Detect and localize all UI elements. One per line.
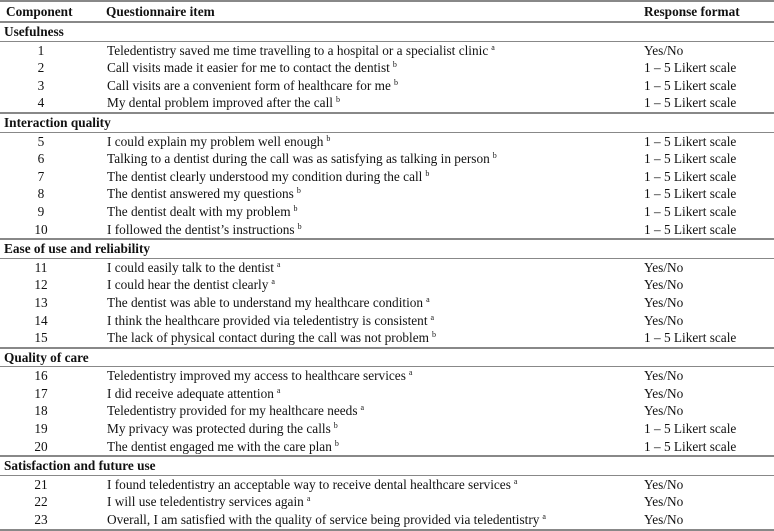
- response-format: 1 – 5 Likert scale: [644, 60, 737, 76]
- item-number: 20: [34, 438, 48, 454]
- table-row: [0, 294, 774, 312]
- item-label: Teledentistry saved me time travelling to a hospital or a specialist clinic: [107, 42, 489, 58]
- item-text: [106, 312, 644, 330]
- footnote-marker: b: [297, 221, 302, 231]
- footnote-marker: a: [276, 259, 281, 269]
- item-text: [106, 402, 644, 420]
- response-format: Yes/No: [644, 368, 684, 384]
- footnote-marker: b: [333, 421, 338, 431]
- header-item: Questionnaire item: [106, 1, 644, 22]
- item-text: [106, 385, 644, 403]
- footnote-marker: a: [276, 385, 281, 395]
- table-row: [0, 59, 774, 77]
- section-row: [0, 239, 774, 258]
- item-number: 9: [37, 203, 45, 219]
- response-format: 1 – 5 Likert scale: [644, 421, 737, 437]
- item-text: [106, 420, 644, 438]
- table-row: [0, 329, 774, 348]
- item-label: The dentist clearly understood my condition during the call: [107, 168, 423, 184]
- item-label: I could hear the dentist clearly: [107, 277, 269, 293]
- response-format: Yes/No: [644, 403, 684, 419]
- item-label: My privacy was protected during the calls: [107, 421, 331, 437]
- table-row: [0, 258, 774, 276]
- response-format: 1 – 5 Likert scale: [644, 151, 737, 167]
- footnote-marker: a: [408, 368, 413, 378]
- item-number: 16: [34, 368, 48, 384]
- response-format: Yes/No: [644, 312, 684, 328]
- footnote-marker: b: [296, 186, 301, 196]
- response-format: 1 – 5 Likert scale: [644, 186, 737, 202]
- response-format: 1 – 5 Likert scale: [644, 203, 737, 219]
- response-format: 1 – 5 Likert scale: [644, 221, 737, 237]
- footnote-marker: a: [360, 403, 365, 413]
- item-number: 8: [37, 186, 45, 202]
- section-title: Usefulness: [0, 22, 774, 41]
- item-text: [106, 77, 644, 95]
- table-row: [0, 511, 774, 530]
- table-row: [0, 41, 774, 59]
- table-row: [0, 203, 774, 221]
- footnote-marker: b: [326, 133, 331, 143]
- footnote-marker: a: [306, 494, 311, 504]
- item-label: Teledentistry improved my access to healthcare services: [107, 368, 406, 384]
- item-label: Talking to a dentist during the call was as satisfying as talking in person: [107, 151, 490, 167]
- section-title: Ease of use and reliability: [0, 239, 774, 258]
- table-row: [0, 185, 774, 203]
- item-label: Call visits made it easier for me to contact the dentist: [107, 60, 390, 76]
- item-text: [106, 41, 644, 59]
- response-format: Yes/No: [644, 385, 684, 401]
- table-row: [0, 312, 774, 330]
- table-body: [0, 22, 774, 530]
- table-row: [0, 94, 774, 113]
- table-row: [0, 420, 774, 438]
- item-text: [106, 294, 644, 312]
- footnote-marker: a: [542, 512, 546, 522]
- item-number: 12: [34, 277, 48, 293]
- response-format: Yes/No: [644, 494, 684, 510]
- table-row: [0, 221, 774, 240]
- table-row: [0, 385, 774, 403]
- response-format: Yes/No: [644, 294, 684, 310]
- item-label: The dentist engaged me with the care plan: [107, 438, 332, 454]
- section-row: [0, 22, 774, 41]
- footnote-marker: b: [335, 95, 340, 105]
- item-number: 5: [37, 133, 45, 149]
- footnote-marker: b: [425, 168, 430, 178]
- footnote-marker: b: [492, 151, 497, 161]
- response-format: Yes/No: [644, 511, 774, 530]
- response-format: Yes/No: [644, 476, 684, 492]
- item-number: 4: [37, 95, 45, 111]
- item-text: [106, 185, 644, 203]
- item-label: Call visits are a convenient form of healthcare for me: [107, 77, 391, 93]
- item-label: I could easily talk to the dentist: [107, 259, 274, 275]
- item-number: 22: [34, 494, 48, 510]
- item-label: The dentist answered my questions: [107, 186, 294, 202]
- item-number: 15: [34, 330, 48, 346]
- item-label: Teledentistry provided for my healthcare needs: [107, 403, 358, 419]
- response-format: 1 – 5 Likert scale: [644, 95, 737, 111]
- item-label: The lack of physical contact during the call was not problem: [107, 330, 429, 346]
- response-format: 1 – 5 Likert scale: [644, 77, 737, 93]
- item-text: [106, 511, 644, 530]
- item-label: The dentist dealt with my problem: [107, 203, 291, 219]
- item-number: 7: [37, 168, 45, 184]
- response-format: 1 – 5 Likert scale: [644, 438, 737, 454]
- table-row: [0, 402, 774, 420]
- item-text: [106, 132, 644, 150]
- item-text: [106, 276, 644, 294]
- response-format: Yes/No: [644, 42, 684, 58]
- header-row: [0, 1, 774, 22]
- response-format: 1 – 5 Likert scale: [644, 133, 737, 149]
- item-label: I followed the dentist’s instructions: [107, 221, 295, 237]
- footnote-marker: a: [491, 42, 495, 52]
- item-number: 18: [34, 403, 48, 419]
- footnote-marker: a: [430, 312, 435, 322]
- item-text: [106, 221, 644, 240]
- section-title: Interaction quality: [0, 113, 774, 132]
- section-row: [0, 348, 774, 367]
- footnote-marker: b: [293, 203, 298, 213]
- item-text: [106, 203, 644, 221]
- header-format: Response format: [644, 1, 774, 22]
- item-number: 3: [37, 77, 45, 93]
- item-number: 19: [34, 421, 48, 437]
- footnote-marker: a: [426, 294, 430, 304]
- item-label: I found teledentistry an acceptable way to receive dental healthcare services: [107, 476, 511, 492]
- section-title: Quality of care: [0, 348, 774, 367]
- item-text: [106, 94, 644, 113]
- item-text: [106, 150, 644, 168]
- item-number: 6: [37, 151, 45, 167]
- item-label: I think the healthcare provided via teledentistry is consistent: [107, 312, 428, 328]
- footnote-marker: b: [393, 77, 398, 87]
- section-row: [0, 113, 774, 132]
- response-format: 1 – 5 Likert scale: [644, 168, 737, 184]
- footnote-marker: a: [513, 476, 518, 486]
- item-text: [106, 329, 644, 348]
- item-number: 23: [0, 511, 106, 530]
- item-number: 10: [34, 221, 48, 237]
- item-label: I will use teledentistry services again: [107, 494, 304, 510]
- item-number: 11: [34, 259, 48, 275]
- table-row: [0, 150, 774, 168]
- table-row: [0, 77, 774, 95]
- table-row: [0, 276, 774, 294]
- response-format: Yes/No: [644, 259, 684, 275]
- item-text: [106, 438, 644, 457]
- item-number: 17: [34, 385, 48, 401]
- item-text: [106, 258, 644, 276]
- item-number: 1: [37, 42, 45, 58]
- footnote-marker: a: [271, 277, 275, 287]
- item-number: 14: [34, 312, 48, 328]
- item-label: My dental problem improved after the call: [107, 95, 333, 111]
- item-text: [106, 367, 644, 385]
- section-row: [0, 456, 774, 475]
- item-number: 2: [37, 60, 45, 76]
- footnote-marker: b: [334, 438, 339, 448]
- item-text: [106, 168, 644, 186]
- item-label: I did receive adequate attention: [107, 385, 274, 401]
- item-text: [106, 475, 644, 493]
- item-number: 21: [34, 476, 48, 492]
- item-label: The dentist was able to understand my healthcare condition: [107, 294, 424, 310]
- table-row: [0, 132, 774, 150]
- item-label: I could explain my problem well enough: [107, 133, 324, 149]
- table-row: [0, 367, 774, 385]
- table-row: [0, 475, 774, 493]
- header-component: Component: [0, 1, 106, 22]
- item-text: [106, 59, 644, 77]
- response-format: 1 – 5 Likert scale: [644, 330, 737, 346]
- response-format: Yes/No: [644, 277, 684, 293]
- table-row: [0, 493, 774, 511]
- item-text: [106, 493, 644, 511]
- item-label: Overall, I am satisfied with the quality of service being provided via teledentistry: [107, 512, 540, 528]
- table-row: [0, 438, 774, 457]
- footnote-marker: b: [431, 330, 436, 340]
- footnote-marker: b: [392, 60, 397, 70]
- section-title: Satisfaction and future use: [0, 456, 774, 475]
- table-row: [0, 168, 774, 186]
- item-number: 13: [34, 294, 48, 310]
